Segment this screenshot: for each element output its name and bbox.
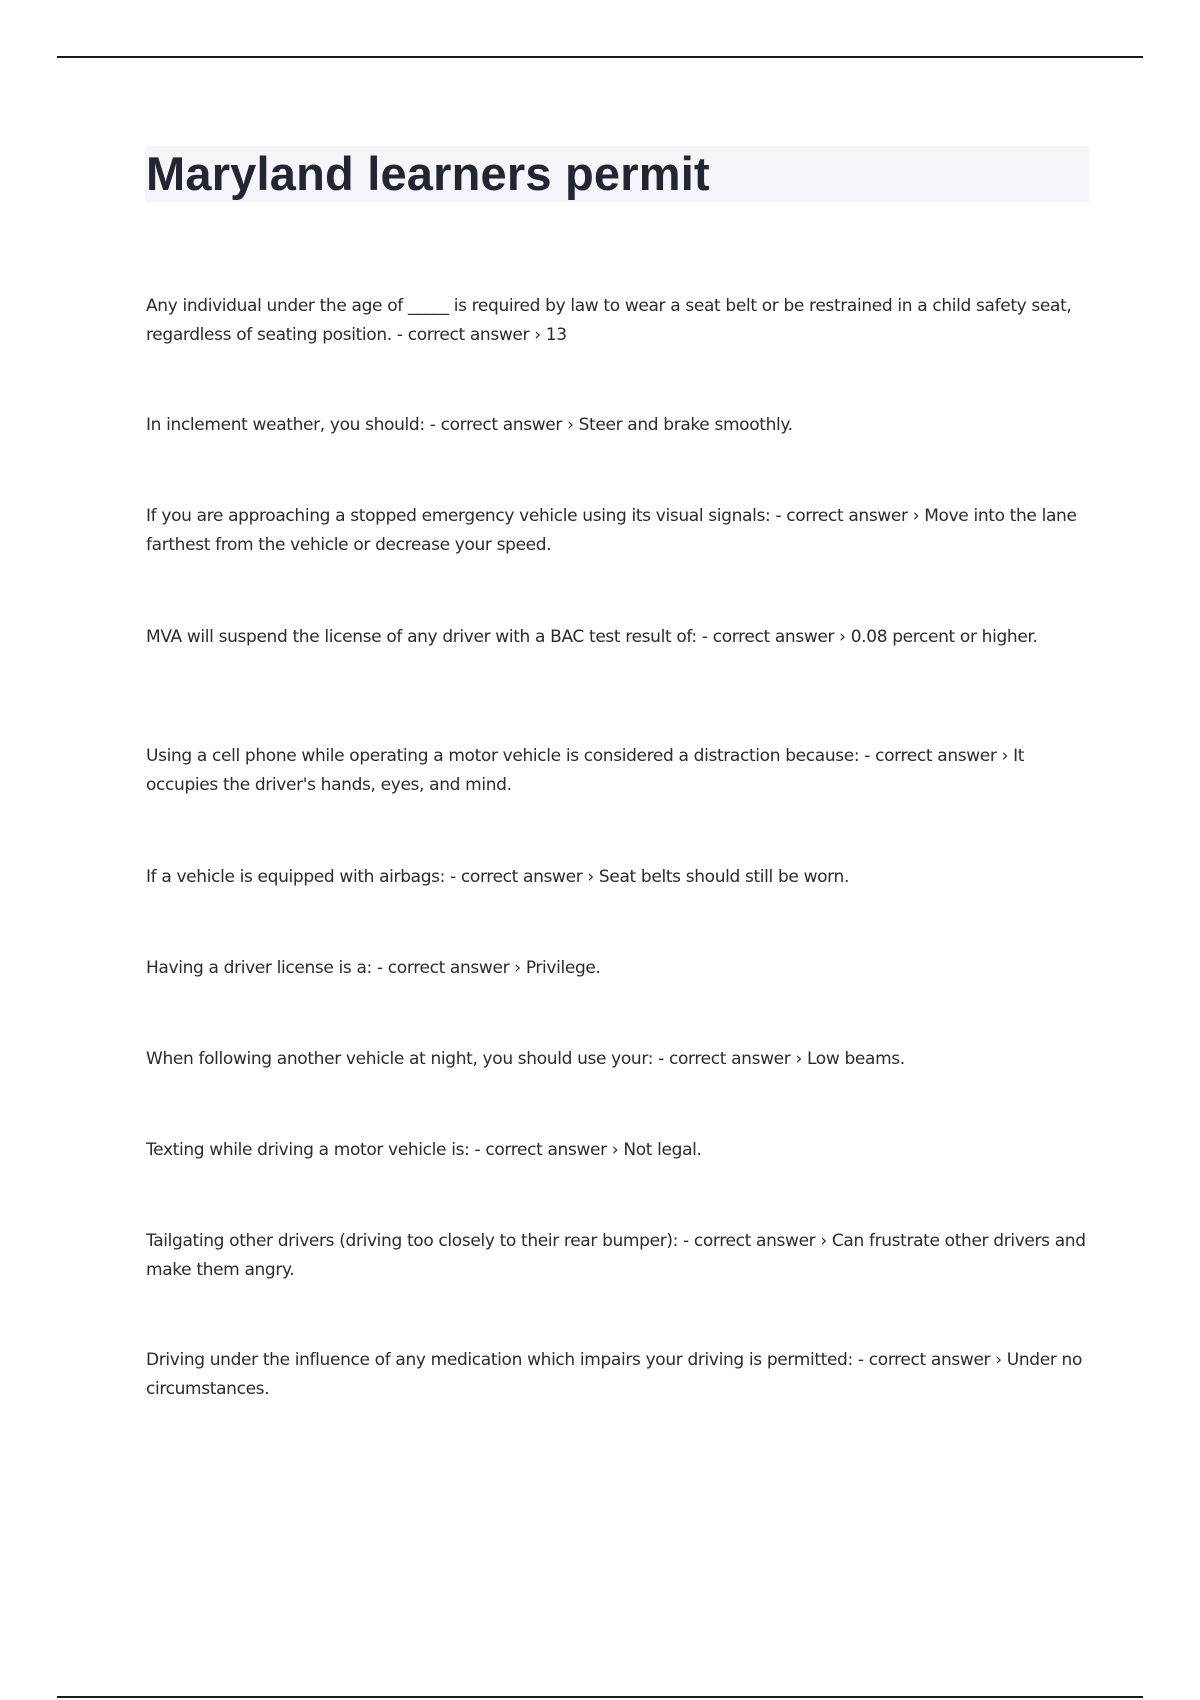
question-text: If you are approaching a stopped emergency vehicle using its visual signals: - correct answer › [146, 506, 920, 526]
qa-item [146, 742, 1091, 863]
question-text: Any individual under the age of _____ is required by law to wear a seat belt or be restrained in a child safety seat, regardless of seating position. - correct answer › [146, 296, 1072, 345]
qa-item [146, 411, 1091, 502]
answer-text: It occupies the driver's hands, eyes, and mind. [146, 746, 1025, 795]
answer-text: 0.08 percent or higher. [850, 627, 1038, 647]
qa-item [146, 954, 1091, 1045]
question-text: When following another vehicle at night, you should use your: - correct answer › [146, 1049, 802, 1069]
qa-item [146, 1346, 1091, 1437]
qa-item [146, 502, 1091, 623]
qa-item [146, 1045, 1091, 1136]
answer-text: Under no circumstances. [146, 1350, 1083, 1399]
question-text: Having a driver license is a: - correct answer › [146, 958, 521, 978]
question-text: Using a cell phone while operating a motor vehicle is considered a distraction because: - correct answer › [146, 746, 1009, 766]
page-title: Maryland learners permit [146, 147, 710, 200]
answer-text: 13 [545, 325, 567, 345]
qa-list [146, 292, 1091, 1437]
answer-text: Seat belts should still be worn. [598, 867, 850, 887]
question-text: Tailgating other drivers (driving too closely to their rear bumper): - correct answer › [146, 1231, 827, 1251]
question-text: In inclement weather, you should: - correct answer › [146, 415, 574, 435]
bottom-divider [57, 1696, 1143, 1698]
qa-item [146, 863, 1091, 954]
answer-text: Not legal. [623, 1140, 702, 1160]
answer-text: Privilege. [525, 958, 601, 978]
answer-text: Move into the lane farthest from the vehicle or decrease your speed. [146, 506, 1077, 555]
qa-item [146, 623, 1091, 742]
question-text: Texting while driving a motor vehicle is: - correct answer › [146, 1140, 619, 1160]
answer-text: Low beams. [806, 1049, 905, 1069]
qa-item [146, 1227, 1091, 1346]
question-text: If a vehicle is equipped with airbags: - correct answer › [146, 867, 594, 887]
question-text: MVA will suspend the license of any driver with a BAC test result of: - correct answer › [146, 627, 846, 647]
answer-text: Steer and brake smoothly. [578, 415, 793, 435]
qa-item [146, 1136, 1091, 1227]
question-text: Driving under the influence of any medication which impairs your driving is permitted: - correct answer › [146, 1350, 1002, 1370]
answer-text: Can frustrate other drivers and make them angry. [146, 1231, 1086, 1280]
top-divider [57, 56, 1143, 58]
qa-item [146, 292, 1091, 411]
